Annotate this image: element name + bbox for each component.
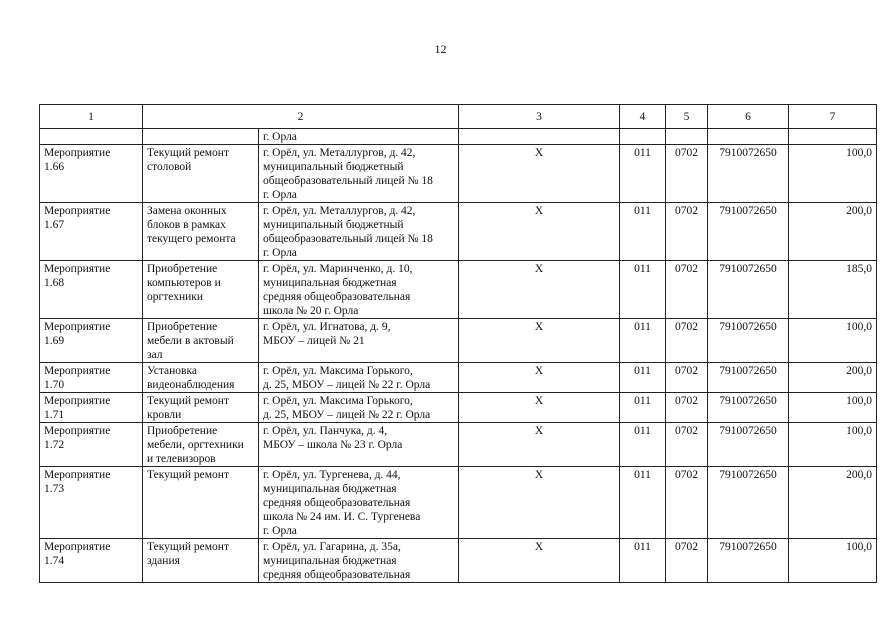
address-line: г. Орёл, ул. Гагарина, д. 35а, bbox=[263, 541, 401, 553]
name-cell bbox=[143, 423, 259, 467]
table-row bbox=[40, 363, 877, 393]
amount-cell: 200,0 bbox=[789, 467, 877, 539]
name-line: Приобретение bbox=[147, 321, 218, 333]
section-cell: 0702 bbox=[666, 539, 708, 583]
section-cell: 0702 bbox=[666, 363, 708, 393]
name-line: текущего ремонта bbox=[147, 233, 236, 245]
event-line: 1.74 bbox=[44, 555, 65, 567]
event-line: Мероприятие bbox=[44, 365, 111, 377]
code-cell: 011 bbox=[620, 145, 666, 203]
event-line: Мероприятие bbox=[44, 147, 111, 159]
address-cell bbox=[259, 145, 459, 203]
section-cell: 0702 bbox=[666, 319, 708, 363]
page-number: 12 bbox=[434, 42, 447, 56]
address-line: МБОУ – лицей № 21 bbox=[263, 335, 365, 347]
address-cell bbox=[259, 363, 459, 393]
name-cell bbox=[143, 145, 259, 203]
amount-cell: 100,0 bbox=[789, 539, 877, 583]
address-line: МБОУ – школа № 23 г. Орла bbox=[263, 439, 403, 451]
mark-cell: Х bbox=[459, 393, 620, 423]
amount-cell: 185,0 bbox=[789, 261, 877, 319]
code-cell: 011 bbox=[620, 393, 666, 423]
mark-cell: Х bbox=[459, 539, 620, 583]
name-cell bbox=[143, 129, 259, 145]
address-cell bbox=[259, 203, 459, 261]
name-line: и телевизоров bbox=[147, 453, 216, 465]
mark-cell: Х bbox=[459, 363, 620, 393]
name-line: Текущий ремонт bbox=[147, 469, 229, 481]
col5-cell bbox=[666, 129, 708, 145]
amount-cell: 100,0 bbox=[789, 423, 877, 467]
event-cell bbox=[40, 539, 143, 583]
code-cell: 011 bbox=[620, 261, 666, 319]
target-article-cell: 7910072650 bbox=[708, 261, 789, 319]
event-line: Мероприятие bbox=[44, 395, 111, 407]
mark-cell: Х bbox=[459, 423, 620, 467]
address-line: муниципальная бюджетная bbox=[263, 277, 397, 289]
table-row bbox=[40, 319, 877, 363]
amount-cell: 200,0 bbox=[789, 203, 877, 261]
event-cell bbox=[40, 363, 143, 393]
address-line: муниципальная бюджетная bbox=[263, 555, 397, 567]
event-line: Мероприятие bbox=[44, 541, 111, 553]
table-row bbox=[40, 393, 877, 423]
event-line: 1.67 bbox=[44, 219, 65, 231]
amount-cell: 100,0 bbox=[789, 393, 877, 423]
code-cell: 011 bbox=[620, 423, 666, 467]
address-line: г. Орла bbox=[263, 525, 297, 537]
address-line: муниципальный бюджетный bbox=[263, 161, 404, 173]
name-line: видеонаблюдения bbox=[147, 379, 235, 391]
event-line: Мероприятие bbox=[44, 469, 111, 481]
target-article-cell: 7910072650 bbox=[708, 203, 789, 261]
event-line: Мероприятие bbox=[44, 263, 111, 275]
name-line: здания bbox=[147, 555, 180, 567]
name-line: Текущий ремонт bbox=[147, 395, 229, 407]
address-line: г. Орёл, ул. Максима Горького, bbox=[263, 365, 413, 377]
header-cell-3: 3 bbox=[459, 105, 620, 129]
code-cell: 011 bbox=[620, 203, 666, 261]
header-cell-7: 7 bbox=[789, 105, 877, 129]
event-line: 1.73 bbox=[44, 483, 65, 495]
header-cell-2: 2 bbox=[143, 105, 459, 129]
target-article-cell: 7910072650 bbox=[708, 145, 789, 203]
name-cell bbox=[143, 261, 259, 319]
continuation-row bbox=[40, 129, 877, 145]
event-line: 1.68 bbox=[44, 277, 65, 289]
event-line: 1.71 bbox=[44, 409, 65, 421]
event-line: Мероприятие bbox=[44, 425, 111, 437]
address-line: г. Орёл, ул. Максима Горького, bbox=[263, 395, 413, 407]
name-line: мебели, оргтехники bbox=[147, 439, 244, 451]
event-line: 1.69 bbox=[44, 335, 65, 347]
name-line: мебели в актовый bbox=[147, 335, 234, 347]
address-cell bbox=[259, 261, 459, 319]
address-cell bbox=[259, 539, 459, 583]
name-line: кровли bbox=[147, 409, 182, 421]
header-cell-4: 4 bbox=[620, 105, 666, 129]
amount-cell: 200,0 bbox=[789, 363, 877, 393]
col3-cell bbox=[459, 129, 620, 145]
address-line: г. Орёл, ул. Металлургов, д. 42, bbox=[263, 147, 416, 159]
address-line: г. Орёл, ул. Панчука, д. 4, bbox=[263, 425, 388, 437]
budget-table bbox=[39, 104, 877, 583]
col4-cell bbox=[620, 129, 666, 145]
address-line: муниципальный бюджетный bbox=[263, 219, 404, 231]
address-line: школа № 20 г. Орла bbox=[263, 305, 359, 317]
amount-cell: 100,0 bbox=[789, 319, 877, 363]
event-cell bbox=[40, 467, 143, 539]
address-line: г. Орёл, ул. Тургенева, д. 44, bbox=[263, 469, 401, 481]
table-row bbox=[40, 423, 877, 467]
name-line: компьютеров и bbox=[147, 277, 221, 289]
event-cell bbox=[40, 129, 143, 145]
table-row bbox=[40, 467, 877, 539]
header-cell-1: 1 bbox=[40, 105, 143, 129]
target-article-cell: 7910072650 bbox=[708, 423, 789, 467]
code-cell: 011 bbox=[620, 539, 666, 583]
table-row bbox=[40, 261, 877, 319]
target-article-cell: 7910072650 bbox=[708, 467, 789, 539]
name-cell bbox=[143, 393, 259, 423]
name-cell bbox=[143, 203, 259, 261]
address-line: г. Орёл, ул. Игнатова, д. 9, bbox=[263, 321, 391, 333]
section-cell: 0702 bbox=[666, 261, 708, 319]
event-cell bbox=[40, 203, 143, 261]
mark-cell: Х bbox=[459, 145, 620, 203]
address-line: г. Орёл, ул. Маринченко, д. 10, bbox=[263, 263, 413, 275]
address-line: г. Орла bbox=[263, 189, 297, 201]
event-line: 1.70 bbox=[44, 379, 65, 391]
address-line: средняя общеобразовательная bbox=[263, 497, 411, 509]
address-cell bbox=[259, 129, 459, 145]
event-line: Мероприятие bbox=[44, 205, 111, 217]
col6-cell bbox=[708, 129, 789, 145]
name-cell bbox=[143, 319, 259, 363]
target-article-cell: 7910072650 bbox=[708, 539, 789, 583]
address-line: школа № 24 им. И. С. Тургенева bbox=[263, 511, 421, 523]
target-article-cell: 7910072650 bbox=[708, 363, 789, 393]
target-article-cell: 7910072650 bbox=[708, 319, 789, 363]
mark-cell: Х bbox=[459, 319, 620, 363]
name-cell bbox=[143, 363, 259, 393]
event-line: 1.72 bbox=[44, 439, 65, 451]
header-row bbox=[40, 105, 877, 129]
section-cell: 0702 bbox=[666, 393, 708, 423]
name-line: блоков в рамках bbox=[147, 219, 226, 231]
name-cell bbox=[143, 539, 259, 583]
name-line: Приобретение bbox=[147, 425, 218, 437]
event-cell bbox=[40, 319, 143, 363]
address-line: д. 25, МБОУ – лицей № 22 г. Орла bbox=[263, 379, 431, 391]
section-cell: 0702 bbox=[666, 145, 708, 203]
name-line: Текущий ремонт bbox=[147, 147, 229, 159]
event-cell bbox=[40, 261, 143, 319]
name-line: Замена оконных bbox=[147, 205, 227, 217]
table-row bbox=[40, 145, 877, 203]
amount-cell: 100,0 bbox=[789, 145, 877, 203]
header-cell-5: 5 bbox=[666, 105, 708, 129]
address-cell bbox=[259, 319, 459, 363]
col7-cell bbox=[789, 129, 877, 145]
section-cell: 0702 bbox=[666, 467, 708, 539]
name-line: зал bbox=[147, 349, 163, 361]
name-cell bbox=[143, 467, 259, 539]
address-line: средняя общеобразовательная bbox=[263, 569, 411, 581]
address-line: средняя общеобразовательная bbox=[263, 291, 411, 303]
address-line: г. Орёл, ул. Металлургов, д. 42, bbox=[263, 205, 416, 217]
code-cell: 011 bbox=[620, 319, 666, 363]
code-cell: 011 bbox=[620, 363, 666, 393]
name-line: Установка bbox=[147, 365, 197, 377]
code-cell: 011 bbox=[620, 467, 666, 539]
mark-cell: Х bbox=[459, 203, 620, 261]
name-line: Приобретение bbox=[147, 263, 218, 275]
event-line: 1.66 bbox=[44, 161, 65, 173]
event-line: Мероприятие bbox=[44, 321, 111, 333]
event-cell bbox=[40, 393, 143, 423]
event-cell bbox=[40, 423, 143, 467]
address-line: муниципальная бюджетная bbox=[263, 483, 397, 495]
address-line: общеобразовательный лицей № 18 bbox=[263, 233, 433, 245]
table-row bbox=[40, 539, 877, 583]
address-line: д. 25, МБОУ – лицей № 22 г. Орла bbox=[263, 409, 431, 421]
address-line: общеобразовательный лицей № 18 bbox=[263, 175, 433, 187]
name-line: Текущий ремонт bbox=[147, 541, 229, 553]
section-cell: 0702 bbox=[666, 203, 708, 261]
name-line: оргтехники bbox=[147, 291, 203, 303]
section-cell: 0702 bbox=[666, 423, 708, 467]
address-cell bbox=[259, 467, 459, 539]
mark-cell: Х bbox=[459, 261, 620, 319]
address-cell bbox=[259, 423, 459, 467]
table-row bbox=[40, 203, 877, 261]
address-cell bbox=[259, 393, 459, 423]
address-line: г. Орла bbox=[263, 131, 297, 143]
name-line: столовой bbox=[147, 161, 192, 173]
target-article-cell: 7910072650 bbox=[708, 393, 789, 423]
address-line: г. Орла bbox=[263, 247, 297, 259]
header-cell-6: 6 bbox=[708, 105, 789, 129]
event-cell bbox=[40, 145, 143, 203]
mark-cell: Х bbox=[459, 467, 620, 539]
